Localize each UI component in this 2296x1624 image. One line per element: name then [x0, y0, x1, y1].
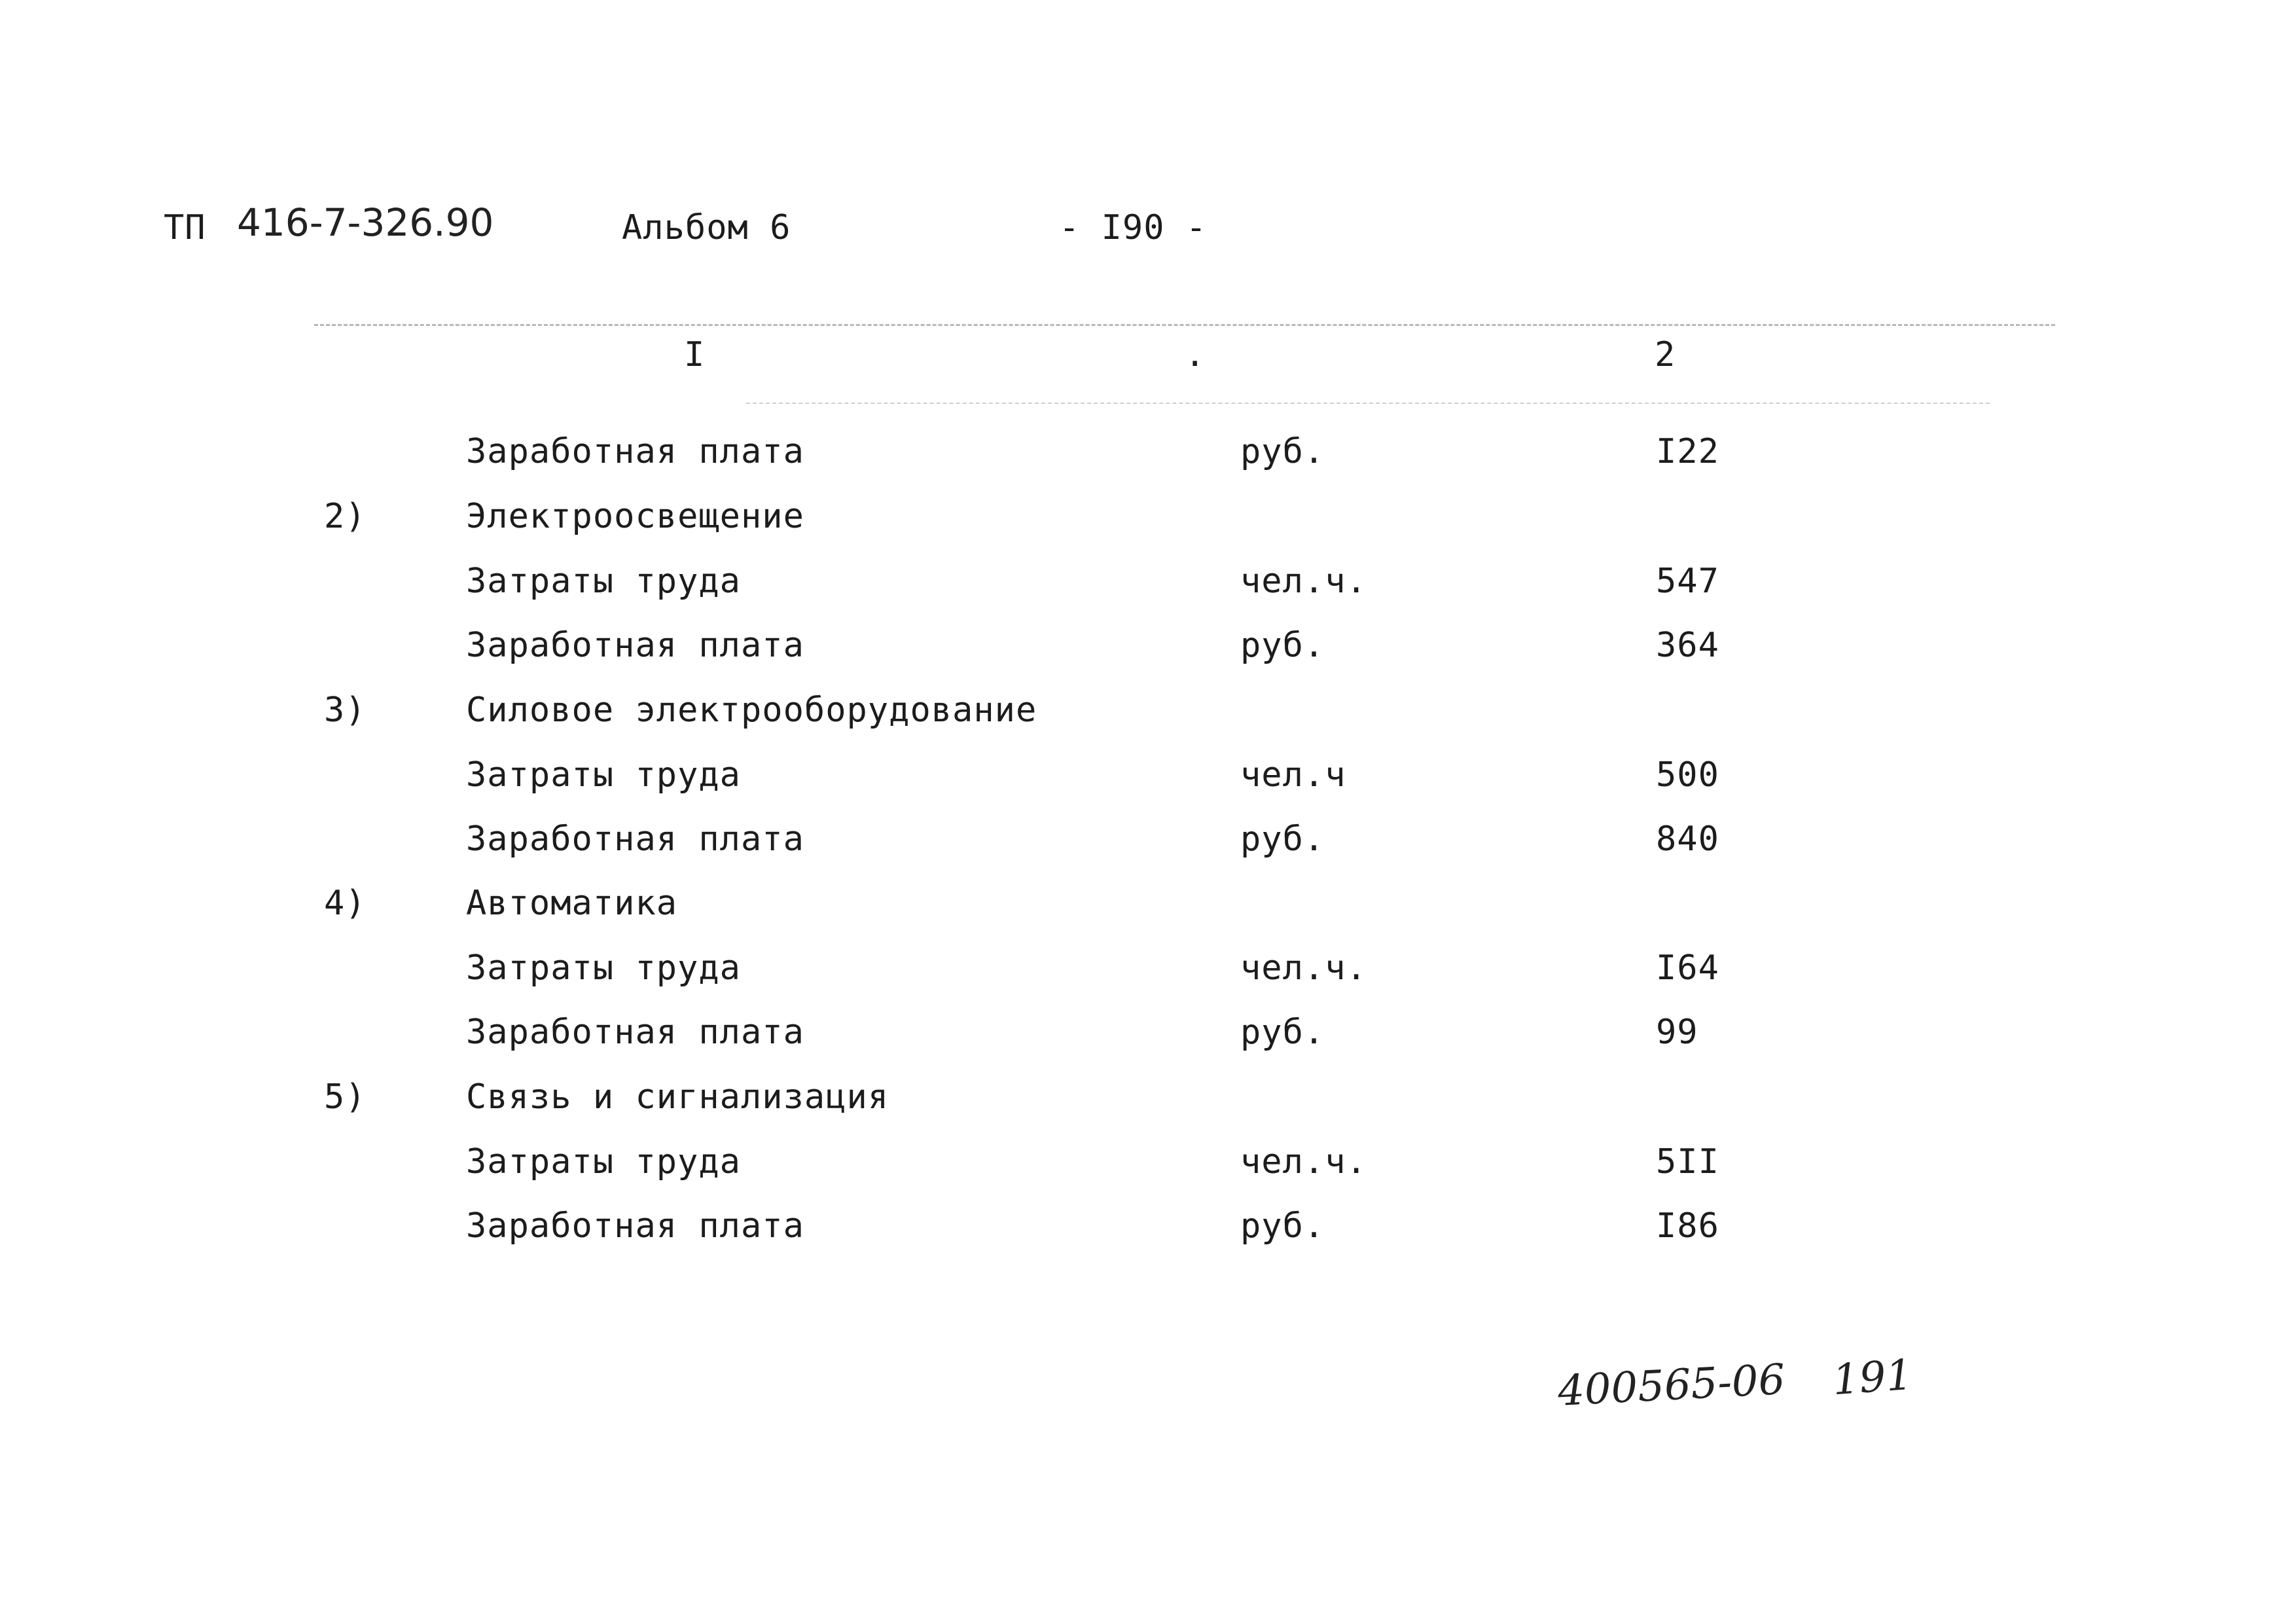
row-value: 5II — [1656, 1142, 1719, 1182]
table-row — [0, 626, 2296, 678]
archive-number: 400565-06 — [1556, 1355, 1787, 1416]
table-row — [0, 1142, 2296, 1195]
doc-prefix: ТП — [164, 208, 206, 247]
row-unit: чел.ч. — [1240, 1142, 1367, 1182]
table-top-rule — [314, 324, 2055, 326]
row-name: Автоматика — [466, 884, 678, 923]
table-row — [0, 948, 2296, 1001]
row-value: I22 — [1656, 432, 1719, 471]
row-value: 364 — [1656, 626, 1719, 665]
row-unit: руб. — [1240, 432, 1325, 471]
row-value: I64 — [1656, 948, 1719, 988]
row-value: I86 — [1656, 1206, 1719, 1246]
table-row — [0, 562, 2296, 614]
column-header-2: 2 — [1655, 335, 1676, 374]
row-name: Затраты труда — [466, 755, 741, 795]
row-name: Затраты труда — [466, 948, 741, 988]
row-unit: руб. — [1240, 626, 1325, 665]
row-name: Связь и сигнализация — [466, 1077, 889, 1117]
row-value: 500 — [1656, 755, 1719, 795]
row-unit: чел.ч. — [1240, 562, 1367, 601]
row-name: Заработная плата — [466, 1013, 804, 1052]
row-number: 5) — [324, 1077, 367, 1117]
row-number: 3) — [324, 691, 367, 730]
row-name: Затраты труда — [466, 1142, 741, 1182]
table-row — [0, 884, 2296, 936]
table-row — [0, 820, 2296, 872]
table-row — [0, 1077, 2296, 1130]
row-name: Электроосвещение — [466, 497, 804, 536]
row-value: 99 — [1656, 1013, 1698, 1052]
table-row — [0, 691, 2296, 743]
row-name: Заработная плата — [466, 1206, 804, 1246]
row-value: 547 — [1656, 562, 1719, 601]
table-row — [0, 755, 2296, 808]
table-row — [0, 497, 2296, 549]
sheet-number: 191 — [1831, 1350, 1914, 1405]
row-name: Заработная плата — [466, 820, 804, 859]
table-row — [0, 1013, 2296, 1065]
row-name: Заработная плата — [466, 432, 804, 471]
page-number: - I90 - — [1059, 208, 1208, 247]
row-name: Затраты труда — [466, 562, 741, 601]
row-unit: руб. — [1240, 820, 1325, 859]
row-name: Силовое электрооборудование — [466, 691, 1037, 730]
row-number: 4) — [324, 884, 367, 923]
row-unit: чел.ч. — [1240, 948, 1367, 988]
row-unit: руб. — [1240, 1206, 1325, 1246]
doc-code: 416-7-326.90 — [237, 200, 494, 245]
album-label: Альбом 6 — [622, 208, 791, 247]
row-unit: руб. — [1240, 1013, 1325, 1052]
column-header-1: I — [684, 335, 706, 374]
table-header-rule — [746, 403, 1990, 404]
column-header-dot: . — [1185, 335, 1206, 374]
row-value: 840 — [1656, 820, 1719, 859]
row-unit: чел.ч — [1240, 755, 1346, 795]
row-number: 2) — [324, 497, 367, 536]
table-row — [0, 1206, 2296, 1259]
row-name: Заработная плата — [466, 626, 804, 665]
table-row — [0, 432, 2296, 484]
